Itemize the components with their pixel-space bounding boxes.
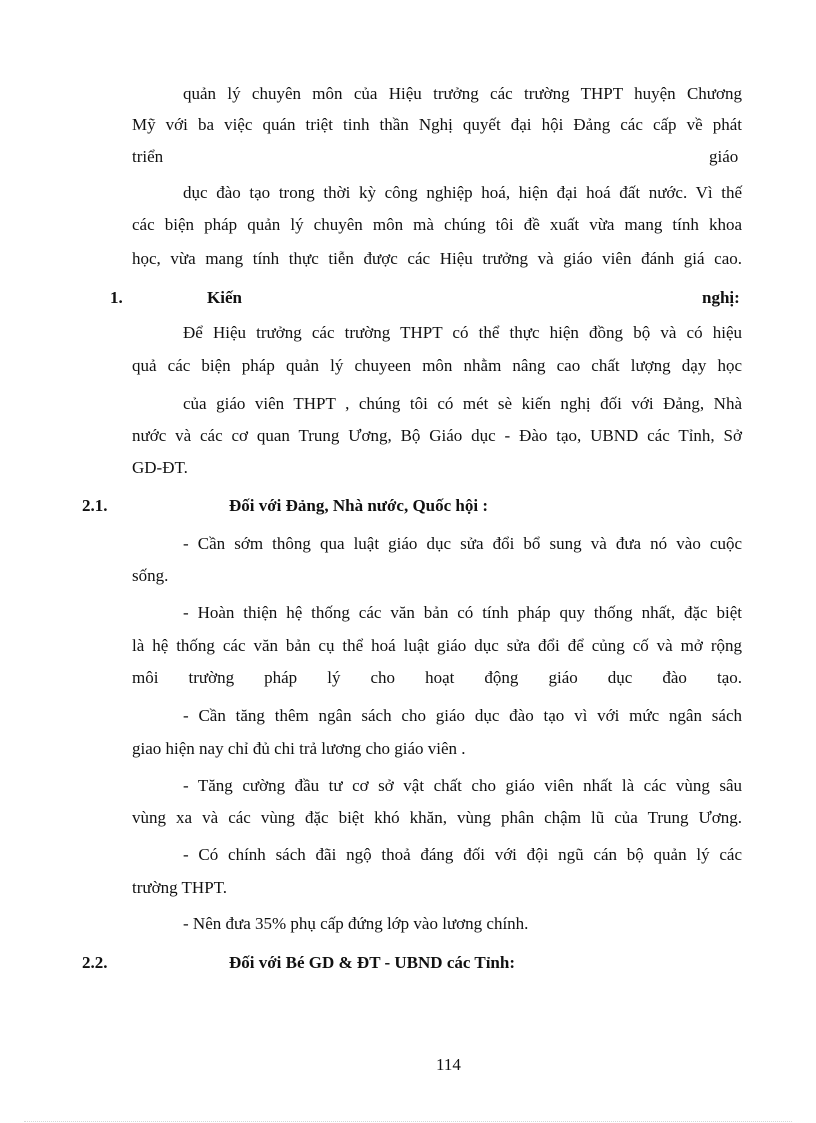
paragraph-line: dục đào tạo trong thời kỳ công nghiệp hoá, hiện đại hoá đất nước. Vì thế <box>183 183 742 202</box>
paragraph-line: Để Hiệu trưởng các trường THPT có thể thực hiện đồng bộ và có hiệu <box>183 323 742 342</box>
paragraph-line: GD-ĐT. <box>132 458 188 477</box>
list-item-line: vùng xa và các vùng đặc biệt khó khăn, vùng phân chậm lũ của Trung Ương. <box>132 808 742 827</box>
list-item-line: - Có chính sách đãi ngộ thoả đáng đối với đội ngũ cán bộ quản lý các <box>183 845 742 864</box>
list-item-line: môi trường pháp lý cho hoạt động giáo dục đào tạo. <box>132 668 742 687</box>
paragraph-line: các biện pháp quản lý chuyên môn mà chúng tôi đề xuất vừa mang tính khoa <box>132 215 742 234</box>
paragraph-word: giáo <box>709 147 739 166</box>
list-item-line: sống. <box>132 566 169 585</box>
list-item-line: giao hiện nay chỉ đủ chi trả lương cho giáo viên . <box>132 739 466 758</box>
section-title: Đối với Bé GD & ĐT - UBND các Tỉnh: <box>229 953 515 972</box>
section-title: Kiến <box>207 288 242 307</box>
list-item-line: - Cần tăng thêm ngân sách cho giáo dục đào tạo vì với mức ngân sách <box>183 706 742 725</box>
section-title: Đối với Đảng, Nhà nước, Quốc hội : <box>229 496 489 515</box>
paragraph-line: quả các biện pháp quản lý chuyeen môn nhằm nâng cao chất lượng dạy học <box>132 356 742 375</box>
paragraph-word: triển <box>132 147 164 166</box>
list-item-line: - Nên đưa 35% phụ cấp đứng lớp vào lương chính. <box>183 914 529 933</box>
list-item-line: trường THPT. <box>132 878 228 897</box>
section-number: 2.2. <box>82 953 108 972</box>
list-item-line: - Tăng cường đầu tư cơ sở vật chất cho giáo viên nhất là các vùng sâu <box>183 776 742 795</box>
paragraph-line: quản lý chuyên môn của Hiệu trưởng các trường THPT huyện Chương <box>183 84 742 103</box>
list-item-line: là hệ thống các văn bản cụ thể hoá luật giáo dục sửa đổi để củng cố và mở rộng <box>132 636 742 655</box>
paragraph-line: Mỹ với ba việc quán triệt tinh thần Nghị quyết đại hội Đảng các cấp về phát <box>132 115 742 134</box>
list-item-line: - Cần sớm thông qua luật giáo dục sửa đổi bổ sung và đưa nó vào cuộc <box>183 534 742 553</box>
footer-divider <box>24 1121 792 1122</box>
page-number: 114 <box>436 1055 461 1074</box>
paragraph-line: học, vừa mang tính thực tiễn được các Hiệu trưởng và giáo viên đánh giá cao. <box>132 249 742 268</box>
list-item-line: - Hoàn thiện hệ thống các văn bản có tính pháp quy thống nhất, đặc biệt <box>183 603 742 622</box>
section-number: 2.1. <box>82 496 108 515</box>
section-title: nghị: <box>702 288 740 307</box>
paragraph-line: nước và các cơ quan Trung Ương, Bộ Giáo dục - Đào tạo, UBND các Tỉnh, Sở <box>132 426 742 445</box>
section-number: 1. <box>110 288 123 307</box>
paragraph-line: của giáo viên THPT , chúng tôi có mét sè kiến nghị đối với Đảng, Nhà <box>183 394 742 413</box>
